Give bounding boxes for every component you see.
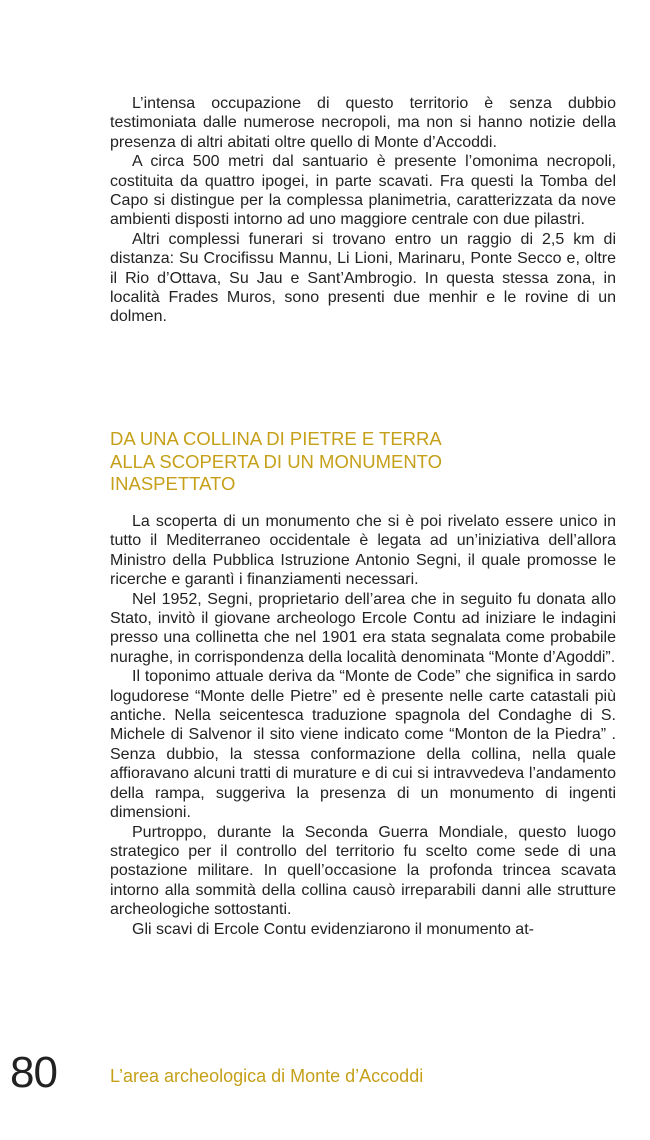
heading-line: DA UNA COLLINA DI PIETRE E TERRA xyxy=(110,428,442,449)
section-heading xyxy=(110,428,616,496)
running-title: L’area archeologica di Monte d’Accoddi xyxy=(110,1066,424,1086)
heading-line: INASPETTATO xyxy=(110,473,236,494)
page-number: 80 xyxy=(10,1048,57,1097)
paragraph: L’intensa occupazione di questo territorio è senza dubbio testimoniata dalle numerose necropoli, ma non si hanno notizie della presenza di altri abitati oltre quello di Monte d’Accoddi. xyxy=(110,95,616,151)
paragraph: Nel 1952, Segni, proprietario dell’area che in seguito fu donata allo Stato, invitò il giovane archeologo Ercole Contu ad iniziare le indagini presso una collinetta che nel 1901 era stata segnalata come probabile nuraghe, in corrispondenza della località denominata “Monte d’Agoddi”. xyxy=(110,590,616,666)
paragraph: A circa 500 metri dal santuario è presente l’omonima necropoli, costituita da quattro ipogei, in parte scavati. Fra questi la Tomba del Capo si distingue per la complessa planimetria, caratterizzata da nove ambienti disposti intorno ad uno maggiore centrale con due pilastri. xyxy=(110,153,616,229)
heading-line: ALLA SCOPERTA DI UN MONUMENTO xyxy=(110,450,443,472)
paragraph: Purtroppo, durante la Seconda Guerra Mondiale, questo luogo strategico per il controllo del territorio fu scelto come sede di una postazione militare. In quell’occasione la profonda trincea scavata intorno alla sommità della collina causò irreparabili danni alle strutture archeologiche sottostanti. xyxy=(110,823,616,919)
paragraph: Il toponimo attuale deriva da “Monte de Code” che significa in sardo logudorese “Monte delle Pietre” ed è presente nelle carte catastali più antiche. Nella seicentesca traduzione spagnola del Condaghe di S. Michele di Salvenor il sito viene indicato come “Monton de la Piedra” . Senza dubbio, la stessa conformazione della collina, nella quale affioravano alcuni tratti di murature e di cui si intravvedeva l’andamento della rampa, suggeriva la presenza di un monumento di ingenti dimensioni. xyxy=(110,668,616,822)
paragraph: La scoperta di un monumento che si è poi rivelato essere unico in tutto il Mediterraneo occidentale è legata ad un’iniziativa dell’allora Ministro della Pubblica Istruzione Antonio Segni, il quale promosse le ricerche e garantì i finanziamenti necessari. xyxy=(110,513,616,589)
section-body xyxy=(110,512,616,939)
intro-text xyxy=(110,94,616,327)
paragraph: Gli scavi di Ercole Contu evidenziarono il monumento at- xyxy=(132,920,534,938)
paragraph: Altri complessi funerari si trovano entro un raggio di 2,5 km di distanza: Su Crocifissu Mannu, Li Lioni, Marinaru, Ponte Secco e, oltre il Rio d’Ottava, Su Jau e Sant’Ambrogio. In questa stessa zona, in località Frades Muros, sono presenti due menhir e le rovine di un dolmen. xyxy=(110,230,616,326)
